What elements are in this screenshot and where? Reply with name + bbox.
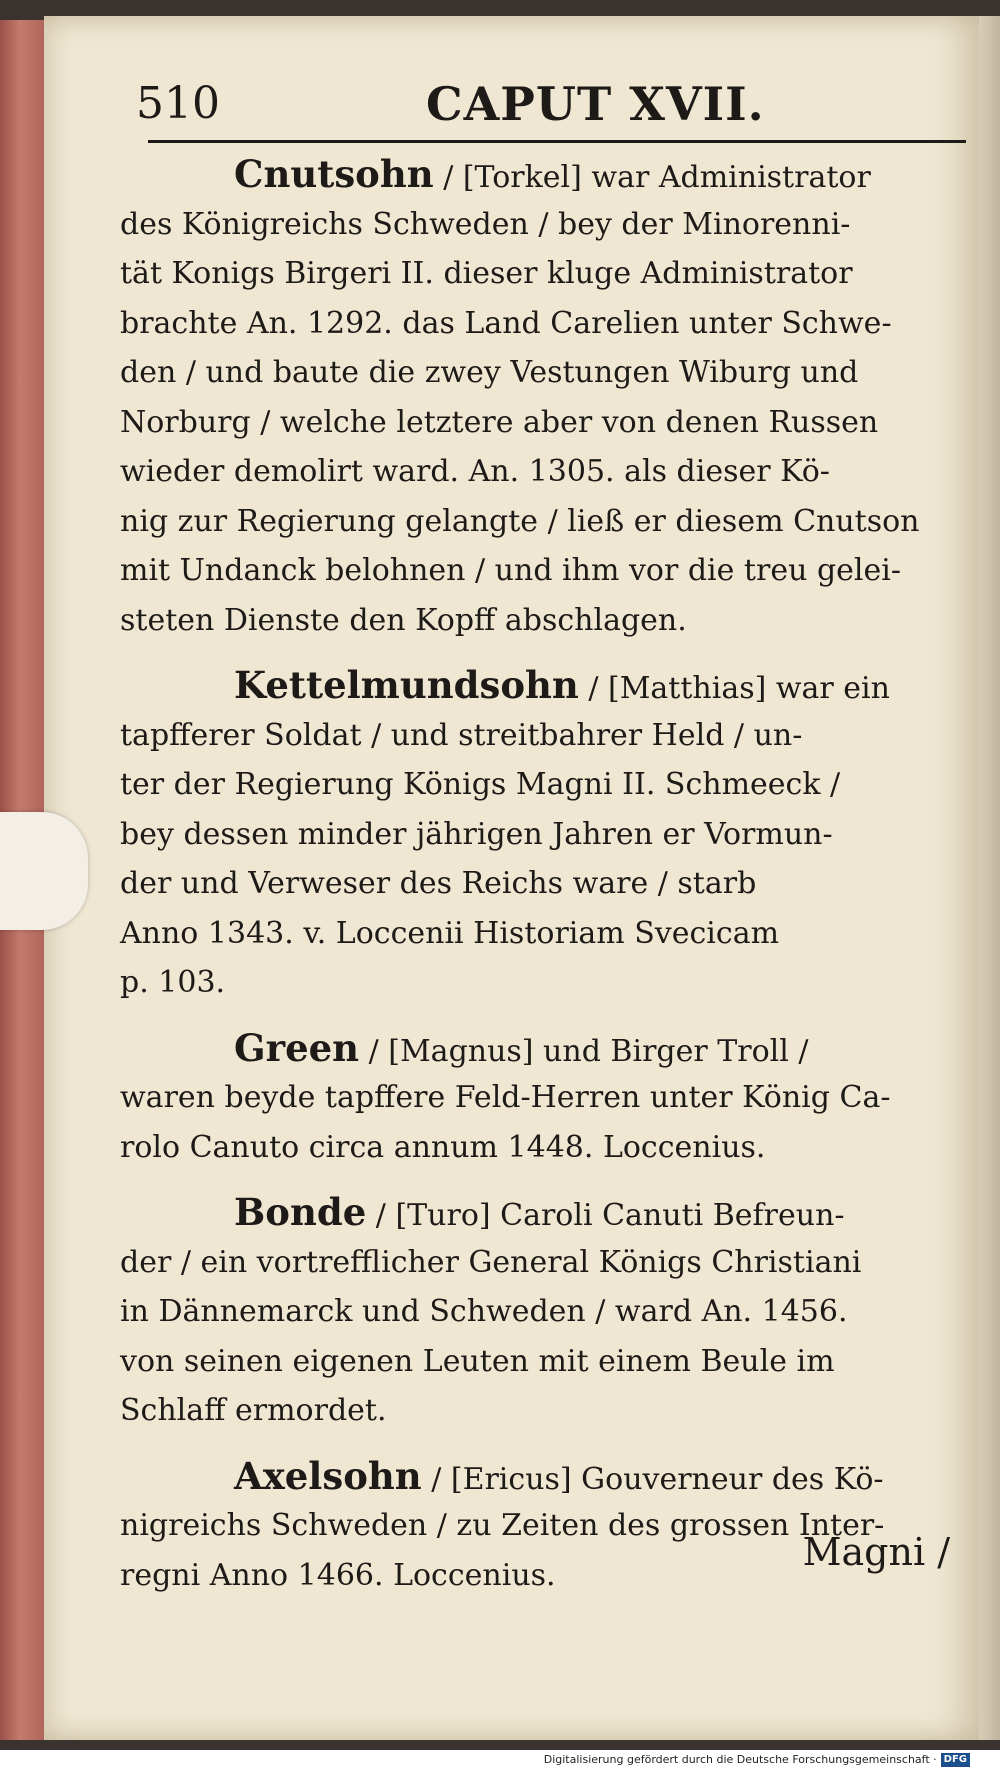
text-line: des Königreichs Schweden / bey der Minorenni- xyxy=(120,206,851,242)
text-line: regni Anno 1466. Loccenius. xyxy=(120,1557,556,1593)
text-line: mit Undanck belohnen / und ihm vor die treu gelei- xyxy=(120,553,901,588)
text-line: Norburg / welche letztere aber von denen Russen xyxy=(120,404,879,440)
text-line: waren beyde tapffere Feld-Herren unter König Ca- xyxy=(120,1080,891,1115)
headword: Bonde xyxy=(234,1190,367,1234)
credit-text: Digitalisierung gefördert durch die Deutsche Forschungsgemeinschaft · xyxy=(543,1753,937,1766)
text-line: Schlaff ermordet. xyxy=(120,1393,387,1428)
text-line: der / ein vortrefflicher General Königs Christiani xyxy=(120,1244,862,1280)
footer-bar xyxy=(0,1750,1000,1770)
entry xyxy=(120,150,962,645)
headword: Axelsohn xyxy=(234,1453,422,1498)
entry-first-line: Axelsohn / [Ericus] Gouverneur des Kö- xyxy=(234,1453,884,1498)
text-line: ter der Regierung Königs Magni II. Schmeeck / xyxy=(120,767,841,802)
text-line: der und Verweser des Reichs ware / starb xyxy=(120,866,757,901)
entry xyxy=(120,661,962,1008)
text-line: steten Dienste den Kopff abschlagen. xyxy=(120,602,687,638)
catchword: Magni / xyxy=(802,1530,950,1574)
text-line: wieder demolirt ward. An. 1305. als dieser Kö- xyxy=(120,454,830,489)
headword: Cnutsohn xyxy=(234,152,434,196)
text-line: brachte An. 1292. das Land Carelien unter Schwe- xyxy=(120,305,892,341)
text-line: den / und baute die zwey Vestungen Wiburg und xyxy=(120,355,859,390)
text-line: nig zur Regierung gelangte / ließ er diesem Cnutson xyxy=(120,503,920,539)
body-text xyxy=(120,150,962,1600)
text-line: in Dännemarck und Schweden / ward An. 1456. xyxy=(120,1294,848,1329)
running-title: CAPUT XVII. xyxy=(426,77,765,131)
text-line: nigreichs Schweden / zu Zeiten des grossen Inter- xyxy=(120,1508,885,1543)
dfg-logo: DFG xyxy=(941,1753,970,1767)
text-line: Anno 1343. v. Loccenii Historiam Svecicam xyxy=(120,915,780,951)
text-line: tapfferer Soldat / und streitbahrer Held / un- xyxy=(120,717,803,753)
text-line: von seinen eigenen Leuten mit einem Beule im xyxy=(120,1343,835,1379)
page-number: 510 xyxy=(136,78,220,129)
digitization-credit xyxy=(544,1752,970,1768)
headword: Green xyxy=(234,1025,360,1070)
tab-marker xyxy=(0,812,88,930)
headword: Kettelmundsohn xyxy=(234,663,579,707)
text-line: bey dessen minder jährigen Jahren er Vormun- xyxy=(120,816,833,852)
entry-first-line: Kettelmundsohn / [Matthias] war ein xyxy=(234,663,890,707)
entry-first-line: Cnutsohn / [Torkel] war Administrator xyxy=(234,152,871,196)
entry xyxy=(120,1452,962,1601)
entry-first-line: Green / [Magnus] und Birger Troll / xyxy=(234,1025,809,1070)
gutter-strip xyxy=(979,16,1000,1740)
entry xyxy=(120,1024,962,1173)
text-line: rolo Canuto circa annum 1448. Loccenius. xyxy=(120,1129,766,1165)
header-rule xyxy=(148,140,966,143)
text-line: tät Konigs Birgeri II. dieser kluge Administrator xyxy=(120,256,853,291)
entry xyxy=(120,1188,962,1436)
text-line: p. 103. xyxy=(120,965,226,1000)
page-header xyxy=(136,76,966,136)
entry-first-line: Bonde / [Turo] Caroli Canuti Befreun- xyxy=(234,1190,845,1234)
